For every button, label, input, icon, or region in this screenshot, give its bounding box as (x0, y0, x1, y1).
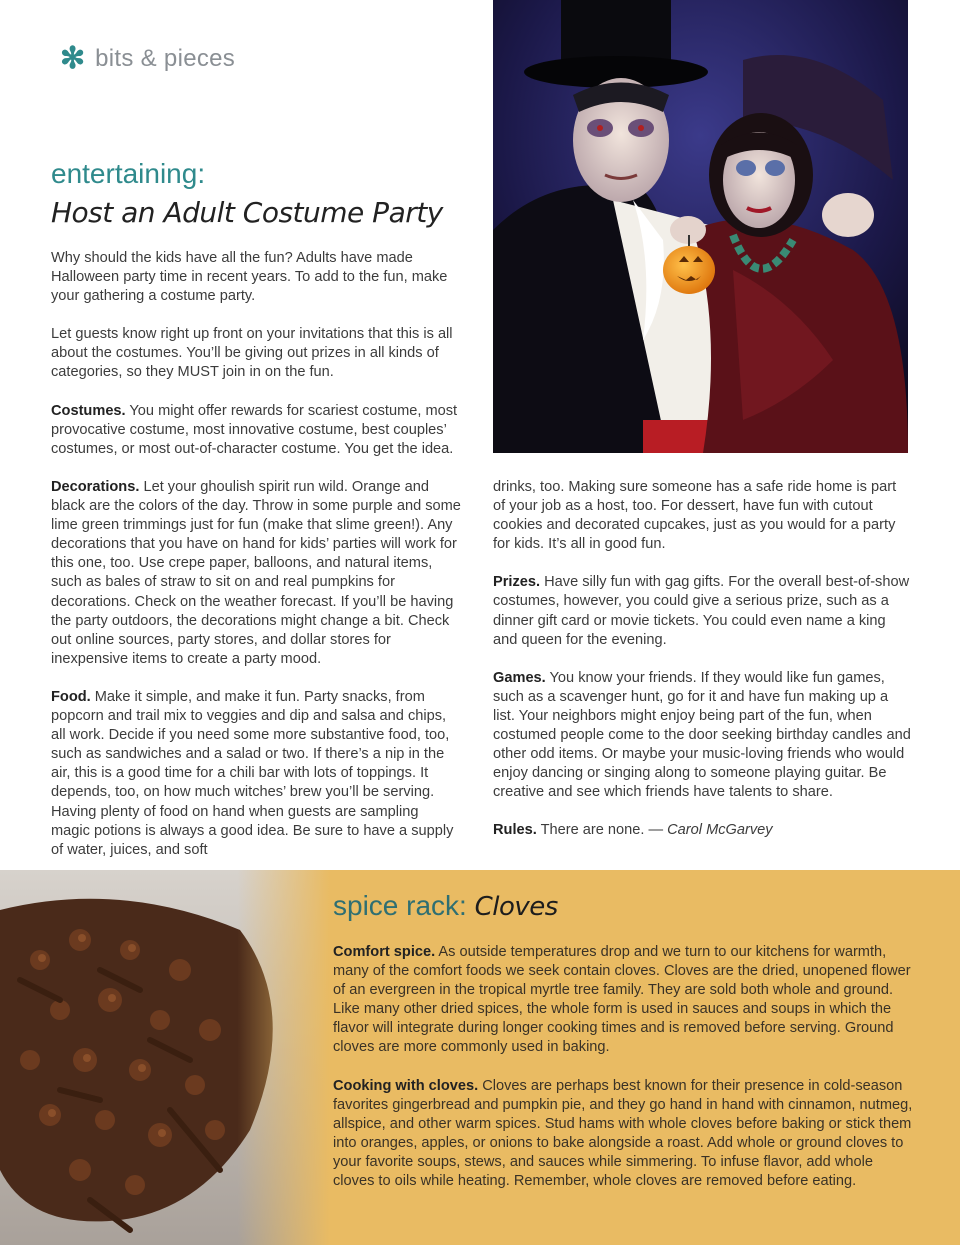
comfort-paragraph (333, 943, 913, 1058)
food-lead: Food. (51, 688, 91, 705)
section-header (60, 44, 235, 74)
costumes-paragraph (51, 402, 461, 459)
costume-couple-illustration (493, 0, 908, 453)
cloves-illustration (0, 870, 330, 1245)
spice-rack-title (333, 890, 558, 922)
decorations-text: Let your ghoulish spirit run wild. Orange and black are the colors of the day. Throw in some purple and some lime green trimmings just for fun (make that slime green!). Any decorations that you have on hand for kids’ parties will work for this one, too. Use crepe paper, balloons, and natural items, such as bales of straw to sit on and real pumpkins for decorations. Check on the weather forecast. If you’ll be having the party outdoors, the decorations might change a bit. Check out online sources, party stores, and dollar stores for inexpensive items to create a party mood. (51, 479, 461, 667)
prizes-text: Have silly fun with gag gifts. For the overall best-of-show costumes, however, you could give a serious prize, such as a dinner gift card or movie tickets. You could even name a king and queen for the evening. (493, 574, 910, 648)
cloves-photo (0, 870, 330, 1245)
comfort-text: As outside temperatures drop and we turn to our kitchens for warmth, many of the comfort foods we seek contain cloves. Cloves are the dried, unopened flower of an evergreen in the tropical myrtle tree family. They are sold both whole and ground. Like many other dried spices, the whole form is used in sauces and soups in which the flavor will integrate during longer cooking times and is removed before serving. Ground cloves are more commonly used in baking. (333, 944, 911, 1056)
cooking-lead: Cooking with cloves. (333, 1077, 479, 1094)
decorations-lead: Decorations. (51, 479, 140, 495)
prizes-paragraph (493, 573, 911, 649)
spice-kicker: spice rack: (333, 890, 475, 921)
article-kicker: entertaining: (51, 158, 206, 189)
rules-lead: Rules. (493, 822, 537, 839)
decorations-paragraph (51, 478, 461, 669)
costumes-lead: Costumes. (51, 402, 126, 419)
cooking-text: Cloves are perhaps best known for their presence in cold-season favorites gingerbread and pumpkin pie, and they go hand in hand with cinnamon, nutmeg, allspice, and other warm spices. Stud hams with whole cloves before baking or stick them into oranges, apples, or onions to bake alongside a roast. Add whole or ground cloves to your favorite soups, stews, and sauces while simmering. To infuse flavor, add whole cloves to oils while heating. Remember, whole cloves are removed before eating. (333, 1077, 913, 1190)
article-column-right (493, 478, 911, 860)
games-paragraph (493, 669, 911, 803)
rules-text: There are none. — (536, 822, 668, 839)
asterisk-icon: ✻ (60, 42, 86, 75)
article-title: Host an Adult Costume Party (51, 196, 443, 229)
food-paragraph (51, 688, 461, 860)
costume-couple-photo (493, 0, 908, 453)
comfort-lead: Comfort spice. (333, 944, 436, 960)
food-text: Make it simple, and make it fun. Party snacks, from popcorn and trail mix to veggies and dip and salsa and chips, all work. Decide if you need some more substantive food, too, such as sandwiches and a salad or two. If there’s a nip in the air, this is a good time for a chili bar with lots of toppings. It depends, too, on how much witches’ brew you’ll be serving. Having plenty of food on hand when guests are sampling magic potions is always a good idea. Be sure to have a supply of water, juices, and soft (51, 688, 454, 858)
food-continued-paragraph: drinks, too. Making sure someone has a safe ride home is part of your job as a host, too. For dessert, have fun with cutout cookies and decorated cupcakes, just as you would for a party for kids. It’s all in good fun. (493, 479, 897, 553)
games-text: You know your friends. If they would like fun games, such as a scavenger hunt, go for it and have fun making up a list. Your neighbors might enjoy being part of the fun, when costumed people come to the door seeking birthday candles and other odd items. Or maybe your music-loving friends who would enjoy dancing or singing along to someone playing guitar. Be creative and see which friends have talents to share. (493, 669, 911, 801)
games-lead: Games. (493, 669, 546, 686)
article-column-left-top (51, 249, 461, 478)
prizes-lead: Prizes. (493, 574, 541, 591)
author-name: Carol McGarvey (667, 822, 773, 839)
spice-column (333, 943, 913, 1210)
costumes-text: You might offer rewards for scariest costume, most provocative costume, most innovative costume, best couples’ costumes, or most out-of-character costume. You get the idea. (51, 402, 458, 457)
section-label: bits & pieces (95, 45, 236, 72)
intro-paragraph-2: Let guests know right up front on your invitations that this is all about the costumes. You’ll be giving out prizes in all kinds of categories, so they MUST join in on the fun. (51, 326, 453, 381)
rules-paragraph (493, 821, 911, 840)
intro-paragraph-1: Why should the kids have all the fun? Adults have made Halloween party time in recent years. To add to the fun, make your gathering a costume party. (51, 250, 448, 305)
spice-name: Cloves (474, 892, 558, 922)
article-column-left-bottom (51, 478, 461, 879)
cooking-paragraph (333, 1077, 913, 1192)
